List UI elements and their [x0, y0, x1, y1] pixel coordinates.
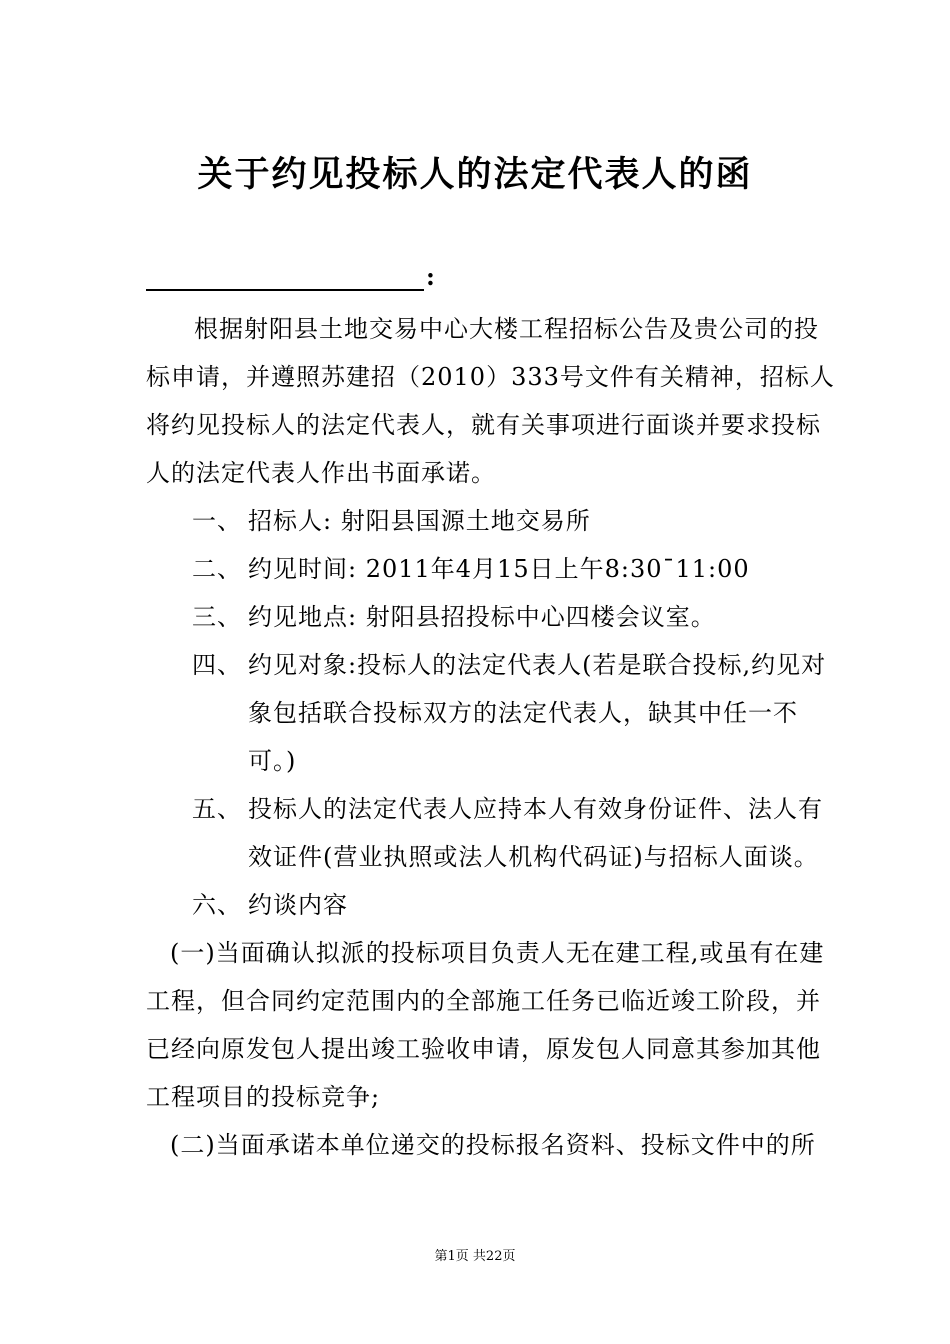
item-text: 招标人: 射阳县国源土地交易所 [248, 507, 591, 535]
list-item [146, 497, 836, 545]
list-item [146, 785, 836, 881]
intro-paragraph: 根据射阳县土地交易中心大楼工程招标公告及贵公司的投标申请，并遵照苏建招（2010）333号文件有关精神，招标人将约见投标人的法定代表人，就有关事项进行面谈并要求投标人的法定代表人作出书面承诺。 [146, 315, 835, 487]
item-number: 三、 [192, 603, 242, 631]
list-item [146, 881, 836, 929]
list-item [146, 545, 836, 593]
list-item [146, 593, 836, 641]
recipient-blank [146, 263, 424, 291]
sub-item: (二)当面承诺本单位递交的投标报名资料、投标文件中的所 [170, 1131, 816, 1159]
item-number: 一、 [192, 507, 242, 535]
item-number: 六、 [192, 891, 242, 919]
page-title: 关于约见投标人的法定代表人的函 [197, 155, 753, 195]
item-number: 四、 [192, 651, 242, 679]
item-number: 二、 [192, 555, 242, 583]
item-text: 投标人的法定代表人应持本人有效身份证件、法人有效证件(营业执照或法人机构代码证)与招标人面谈。 [248, 795, 823, 871]
item-text: 约见对象:投标人的法定代表人(若是联合投标,约见对象包括联合投标双方的法定代表人，缺其中任一不可。) [248, 651, 827, 775]
salutation [146, 262, 435, 292]
list-item [146, 641, 836, 785]
item-text: 约谈内容 [248, 891, 348, 919]
item-text: 约见时间: 2011年4月15日上午8:30¯11:00 [248, 555, 750, 583]
page-footer: 第1页 共22页 [434, 1249, 516, 1264]
salutation-colon: : [426, 262, 435, 291]
item-text: 约见地点: 射阳县招投标中心四楼会议室。 [248, 603, 716, 631]
item-number: 五、 [192, 795, 242, 823]
letter-body [146, 305, 836, 1169]
sub-item: (一)当面确认拟派的投标项目负责人无在建工程,或虽有在建工程，但合同约定范围内的全部施工任务已临近竣工阶段，并已经向原发包人提出竣工验收申请，原发包人同意其参加其他工程项目的投标竞争; [146, 939, 825, 1111]
